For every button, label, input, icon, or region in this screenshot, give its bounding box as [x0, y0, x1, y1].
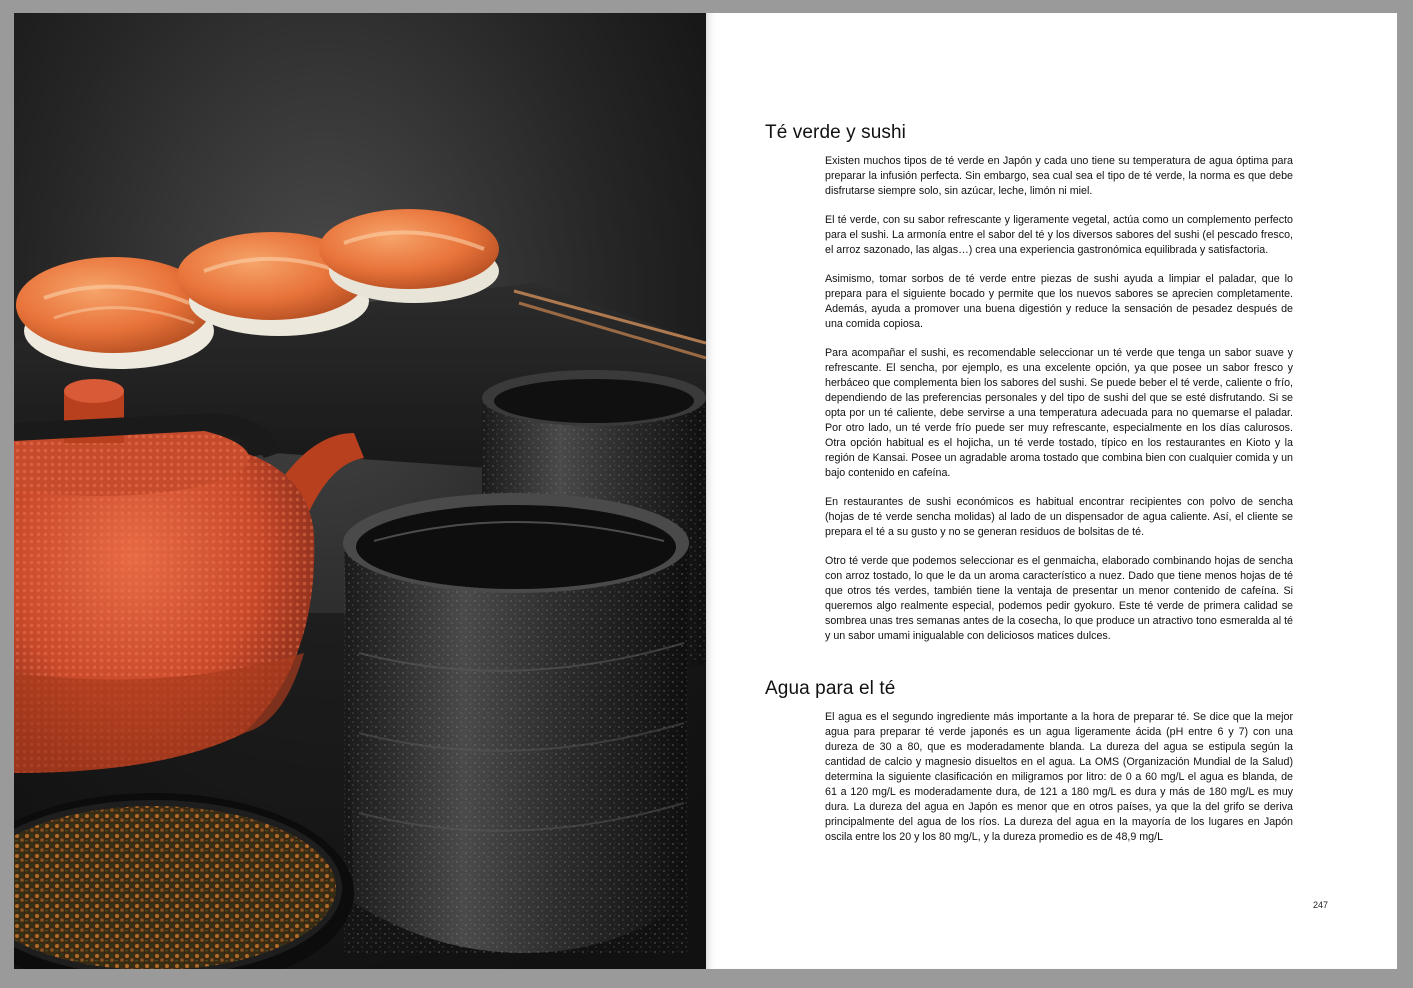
section-title-agua-para-el-te: Agua para el té: [765, 678, 896, 699]
paragraph: El té verde, con su sabor refrescante y ligeramente vegetal, actúa como un complemento perfecto para el sushi. La armonía entre el sabor del té y los diversos sabores del sushi (el pescado fresco, el arroz sazonado, las algas…) crea una experiencia gastronómica equilibrada y satisfactoria.: [825, 214, 1293, 256]
text-page: [706, 13, 1397, 969]
paragraph: Existen muchos tipos de té verde en Japón y cada uno tiene su temperatura de agua óptima para preparar la infusión perfecta. Sin embargo, sea cual sea el tipo de té verde, la norma es que debe disfrutarse siempre solo, sin azúcar, leche, limón ni miel.: [825, 155, 1293, 197]
paragraph: Otro té verde que podemos seleccionar es el genmaicha, elaborado combinando hojas de sencha con arroz tostado, lo que le da un aroma característico a nuez. Dado que tiene menos hojas de té que otros tés verdes, también tiene la ventaja de presentar un menor contenido de cafeína. Si queremos algo realmente especial, podemos pedir gyokuro. Este té verde de primera calidad se sombrea unas tres semanas antes de la cosecha, lo que produce un atractivo tono esmeralda al té y un sabor umami inigualable con deliciosos matices dulces.: [825, 555, 1293, 642]
paragraph: Asimismo, tomar sorbos de té verde entre piezas de sushi ayuda a limpiar el paladar, que lo prepara para el siguiente bocado y permite que los nuevos sabores se aprecien completamente. Además, ayuda a promover una buena digestión y reduce la sensación de pesadez después de una comida copiosa.: [825, 273, 1293, 330]
photo-page: [14, 13, 706, 969]
section-body-te-verde-y-sushi: [825, 154, 1293, 658]
paragraph: En restaurantes de sushi económicos es habitual encontrar recipientes con polvo de sencha (hojas de té verde sencha molidas) al lado de un dispensador de agua caliente. Así, el cliente se prepara el té a su gusto y no se generan residuos de bolsitas de té.: [825, 496, 1293, 538]
page-number: 247: [1313, 900, 1329, 910]
tea-cup-icon: [343, 493, 689, 953]
paragraph: El agua es el segundo ingrediente más importante a la hora de preparar té. Se dice que la mejor agua para preparar té verde japonés es un agua ligeramente ácida (pH entre 6 y 7) con una dureza de 30 a 80, que es moderadamente blanda. La dureza del agua se estipula según la cantidad de calcio y magnesio disueltos en el agua. La OMS (Organización Mundial de la Salud) determina la siguiente clasificación en miligramos por litro: de 0 a 60 mg/L el agua es blanda, de 61 a 120 mg/L es moderadamente dura, de 121 a 180 mg/L es dura y más de 180 mg/L es muy dura. La dureza del agua en Japón es menor que en otros países, ya que la del grifo se deriva principalmente del agua de los ríos. La dureza del agua en la mayoría de los lugares en Japón oscila entre los 20 y los 80 mg/L, y la dureza promedio es de 48,9 mg/L: [825, 711, 1293, 843]
book-spread: [14, 13, 1397, 969]
paragraph: Para acompañar el sushi, es recomendable seleccionar un té verde que tenga un sabor suave y refrescante. El sencha, por ejemplo, es una excelente opción, ya que posee un sabor fresco y herbáceo que complementa bien los sabores del sushi. Se puede beber el té verde, caliente o frío, dependiendo de las preferencias personales y del tipo de sushi del que se esté disfrutando. Si se opta por un té caliente, debe servirse a una temperatura adecuada para no quemarse el paladar. Por otro lado, un té verde frío puede ser muy refrescante, especialmente en los días calurosos. Otra opción habitual es el hojicha, un té verde tostado, típico en los restaurantes en Kioto y la región de Kansai. Posee un agradable aroma tostado que combina bien con cualquier comida y un bajo contenido en cafeína.: [825, 347, 1293, 479]
tea-sushi-photo: [14, 13, 706, 969]
section-title-te-verde-y-sushi: Té verde y sushi: [765, 122, 906, 143]
section-body-agua-para-el-te: [825, 710, 1293, 859]
